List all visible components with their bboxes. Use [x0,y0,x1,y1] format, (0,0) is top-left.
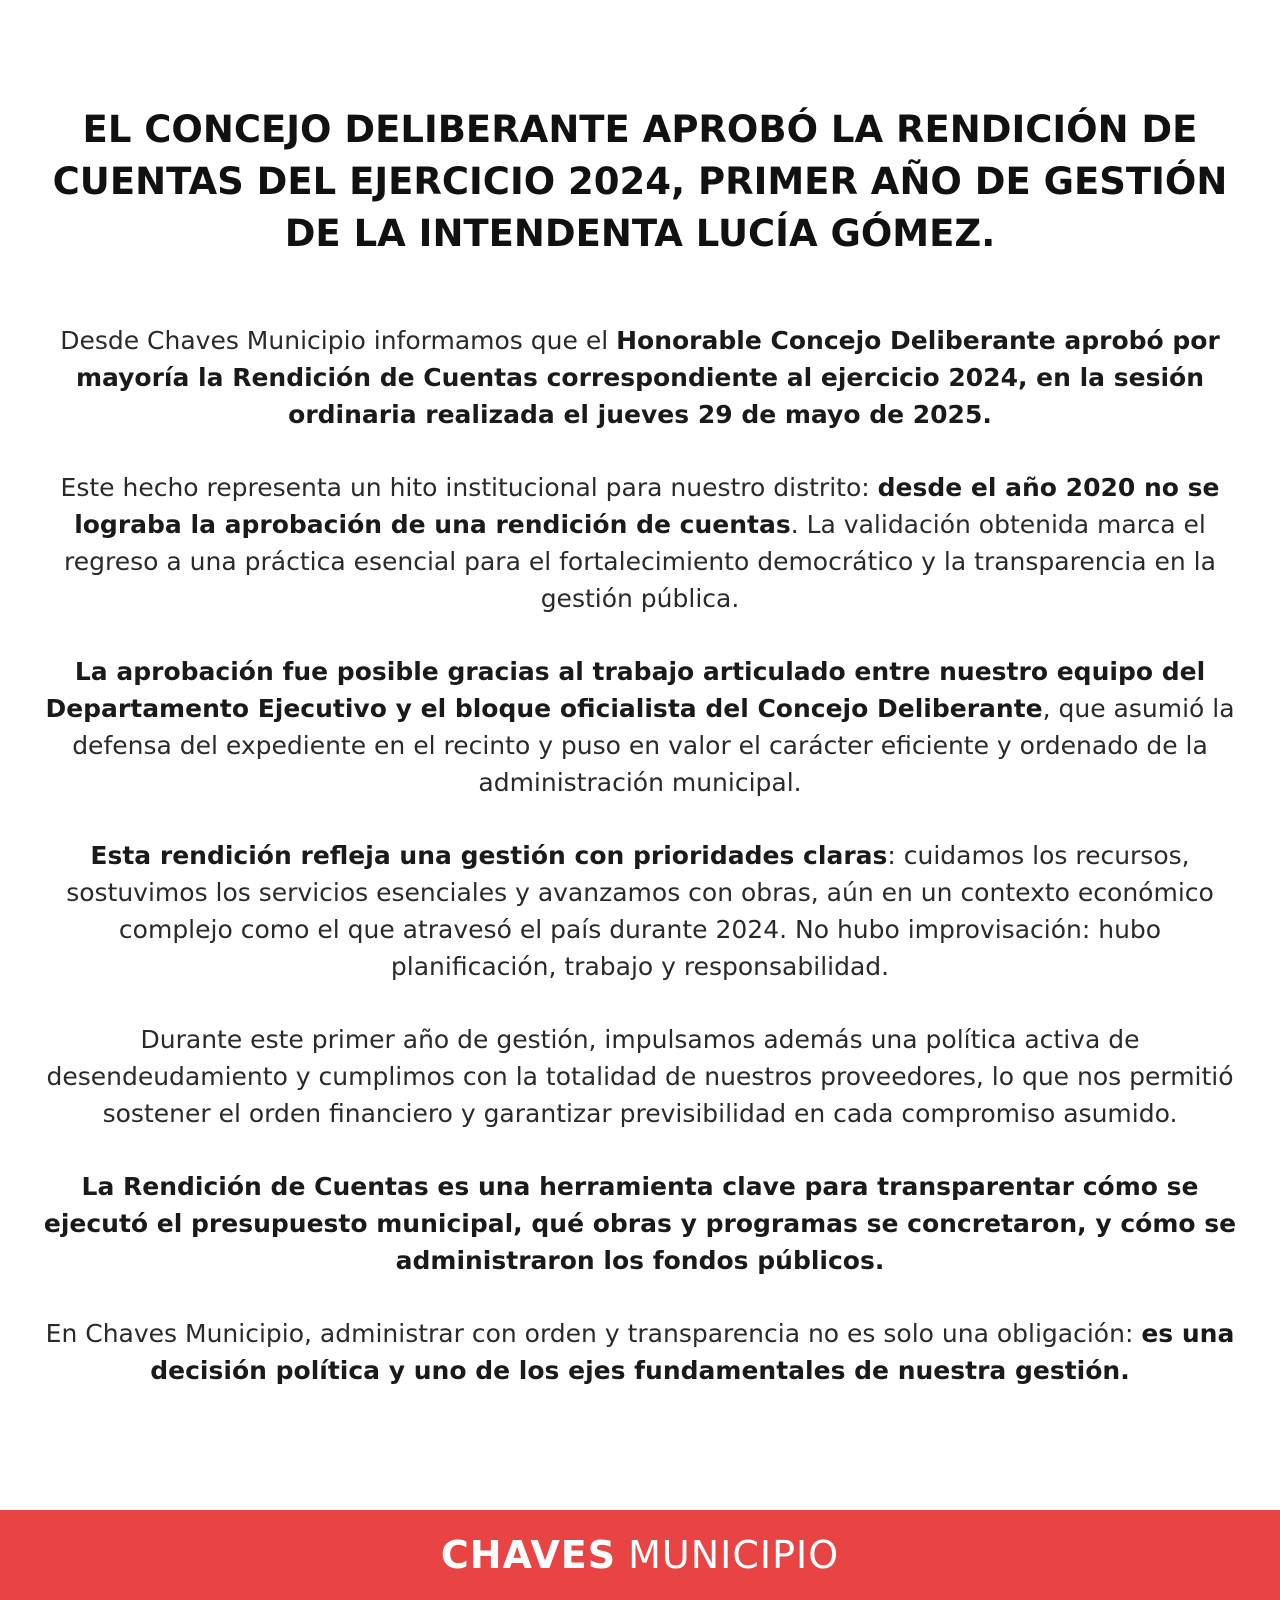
paragraph-emphasis: desde el año 2020 no se lograba la aprobación de una rendición de cuentas [74,473,1220,539]
brand-name-bold: CHAVES [440,1533,617,1577]
paragraph-text: , que asumió la defensa del expediente en el recinto y puso en valor el carácter eficiente y ordenado de la administración municipal. [72,694,1235,797]
paragraph-text: Desde Chaves Municipio informamos que el [60,326,617,355]
paragraph-text: . La validación obtenida marca el regreso a una práctica esencial para el fortalecimiento democrático y la transparencia en la gestión pública. [64,510,1216,613]
footer-banner [0,1510,1280,1600]
paragraph-emphasis: La Rendición de Cuentas es una herramienta clave para transparentar cómo se ejecutó el presupuesto municipal, qué obras y programas se concretaron, y cómo se administraron los fondos públicos. [43,1172,1237,1275]
paragraph-emphasis: La aprobación fue posible gracias al trabajo articulado entre nuestro equipo del Departamento Ejecutivo y el bloque oficialista del Concejo Deliberante [45,657,1206,723]
brand-name-light: MUNICIPIO [628,1533,840,1577]
paragraph-accountability-tool [40,1168,1240,1279]
paragraph-text: En Chaves Municipio, administrar con orden y transparencia no es solo una obligación: [45,1319,1142,1348]
paragraph-text: Durante este primer año de gestión, impulsamos además una política activa de desendeudamiento y cumplimos con la totalidad de nuestros proveedores, lo que nos permitió sostener el orden financiero y garantizar previsibilidad en cada compromiso asumido. [46,1025,1234,1128]
press-release [40,104,1240,1425]
brand-logo [441,1533,839,1577]
paragraph-debt-reduction [40,1021,1240,1132]
paragraph-milestone [40,469,1240,617]
paragraph-collaboration [40,653,1240,801]
paragraph-emphasis: Honorable Concejo Deliberante aprobó por mayoría la Rendición de Cuentas correspondiente al ejercicio 2024, en la sesión ordinaria realizada el jueves 29 de mayo de 2025. [75,326,1220,429]
headline: EL CONCEJO DELIBERANTE APROBÓ LA RENDICIÓN DE CUENTAS DEL EJERCICIO 2024, PRIMER AÑO DE GESTIÓN DE LA INTENDENTA LUCÍA GÓMEZ. [52,108,1228,255]
paragraph-priorities [40,837,1240,985]
paragraph-text: : cuidamos los recursos, sostuvimos los servicios esenciales y avanzamos con obras, aún en un contexto económico complejo como el que atravesó el país durante 2024. No hubo improvisación: hubo planificación, trabajo y responsabilidad. [66,841,1214,981]
paragraph-emphasis: es una decisión política y uno de los ejes fundamentales de nuestra gestión. [150,1319,1235,1385]
paragraph-approval [40,322,1240,433]
paragraph-text: Este hecho representa un hito institucional para nuestro distrito: [60,473,878,502]
paragraph-closing [40,1315,1240,1389]
paragraph-emphasis: Esta rendición refleja una gestión con prioridades claras [90,841,888,870]
